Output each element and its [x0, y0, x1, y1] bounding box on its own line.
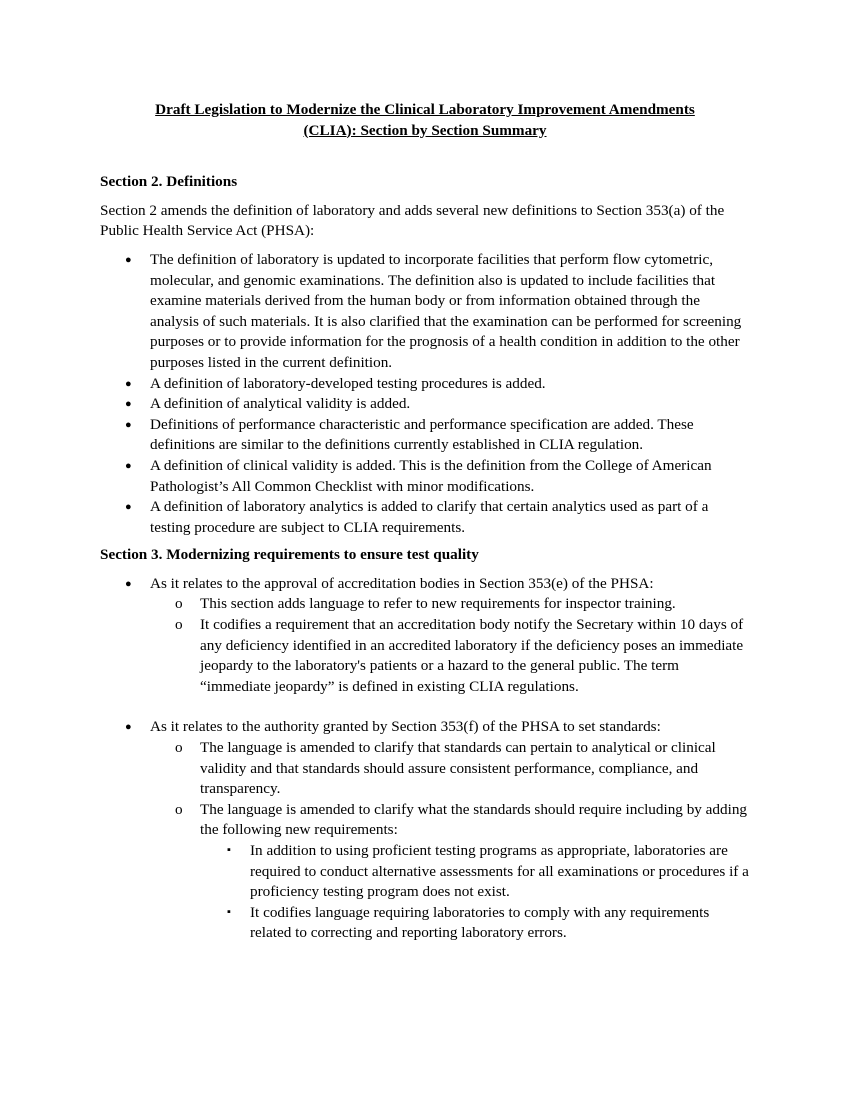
list-item-text: As it relates to the authority granted by Section 353(f) of the PHSA to set standards:	[150, 718, 661, 736]
circle-marker: o	[175, 595, 183, 613]
sub-list	[150, 594, 750, 697]
document-title	[100, 100, 750, 141]
bullet-marker: ●	[125, 398, 132, 411]
sub-list-item-text: This section adds language to refer to new requirements for inspector training.	[200, 595, 676, 613]
bullet-marker: ●	[125, 577, 132, 590]
sub-list-item	[150, 594, 750, 615]
sub-sub-list-item-text: In addition to using proficient testing programs as appropriate, laboratories are required to conduct alternative assessments for all examinations or procedures if a proficiency testing program does not exist.	[250, 842, 749, 901]
circle-marker: o	[175, 800, 183, 818]
list-item-text: A definition of laboratory-developed testing procedures is added.	[150, 374, 546, 392]
sub-sub-list-item-text: It codifies language requiring laboratories to comply with any requirements related to correcting and reporting laboratory errors.	[250, 903, 710, 942]
list-item-text: A definition of analytical validity is added.	[150, 395, 411, 413]
bullet-marker: ●	[125, 501, 132, 514]
list-item-text: Definitions of performance characteristic and performance specification are added. These definitions are similar to the definitions currently established in CLIA regulation.	[150, 415, 694, 454]
bullet-marker: ●	[125, 253, 132, 266]
sub-sub-list-item	[200, 903, 750, 944]
sub-list-item	[150, 800, 750, 944]
section-2-intro: Section 2 amends the definition of laboratory and adds several new definitions to Section 353(a) of the Public Health Service Act (PHSA):	[100, 201, 725, 240]
document-title-line-2: (CLIA): Section by Section Summary	[303, 121, 547, 139]
circle-marker: o	[175, 739, 183, 757]
section-3-heading: Section 3. Modernizing requirements to ensure test quality	[100, 546, 479, 564]
list-item-text: A definition of clinical validity is added. This is the definition from the College of American Pathologist’s All Common Checklist with minor modifications.	[150, 456, 712, 495]
list-item	[100, 374, 750, 395]
sub-list-item-text: The language is amended to clarify that standards can pertain to analytical or clinical validity and that standards should assure consistent performance, compliance, and transparency.	[200, 739, 716, 798]
section-2-heading: Section 2. Definitions	[100, 173, 238, 191]
sub-list	[150, 738, 750, 944]
sub-list-item	[150, 615, 750, 697]
bullet-marker: ●	[125, 721, 132, 734]
sub-list-item-text: It codifies a requirement that an accreditation body notify the Secretary within 10 days of any deficiency identified in an accredited laboratory if the deficiency poses an immediate jeopardy to the laboratory's patients or a hazard to the general public. The term “immediate jeopardy” is defined in existing CLIA regulations.	[200, 616, 744, 695]
sub-sub-list	[200, 841, 750, 944]
list-item	[100, 717, 750, 944]
list-item-text: As it relates to the approval of accreditation bodies in Section 353(e) of the PHSA:	[150, 574, 654, 592]
list-item	[100, 394, 750, 415]
sub-sub-list-item	[200, 841, 750, 903]
bullet-marker: ●	[125, 418, 132, 431]
section-2-bullet-list	[100, 250, 750, 538]
list-item	[100, 415, 750, 456]
bullet-marker: ●	[125, 459, 132, 472]
sub-list-item	[150, 738, 750, 800]
square-marker: ▪	[227, 905, 231, 918]
sub-list-item-text: The language is amended to clarify what the standards should require including by adding the following new requirements:	[200, 800, 748, 839]
list-item	[100, 574, 750, 698]
square-marker: ▪	[227, 844, 231, 856]
circle-marker: o	[175, 616, 183, 634]
bullet-marker: ●	[125, 377, 132, 390]
list-item	[100, 497, 750, 538]
section-3-bullet-list	[100, 574, 750, 944]
document-title-line-1: Draft Legislation to Modernize the Clinical Laboratory Improvement Amendments	[155, 101, 695, 118]
list-item	[100, 456, 750, 497]
list-item-text: A definition of laboratory analytics is added to clarify that certain analytics used as part of a testing procedure are subject to CLIA requirements.	[150, 498, 709, 536]
list-item-text: The definition of laboratory is updated to incorporate facilities that perform flow cytometric, molecular, and genomic examinations. The definition also is updated to include facilities that examine materials derived from the human body or from information obtained through the analysis of such materials. It is also clarified that the examination can be performed for screening purposes or to provide information for the prognosis of a health condition in addition to the other purposes listed in the current definition.	[150, 250, 742, 371]
list-item	[100, 250, 750, 374]
